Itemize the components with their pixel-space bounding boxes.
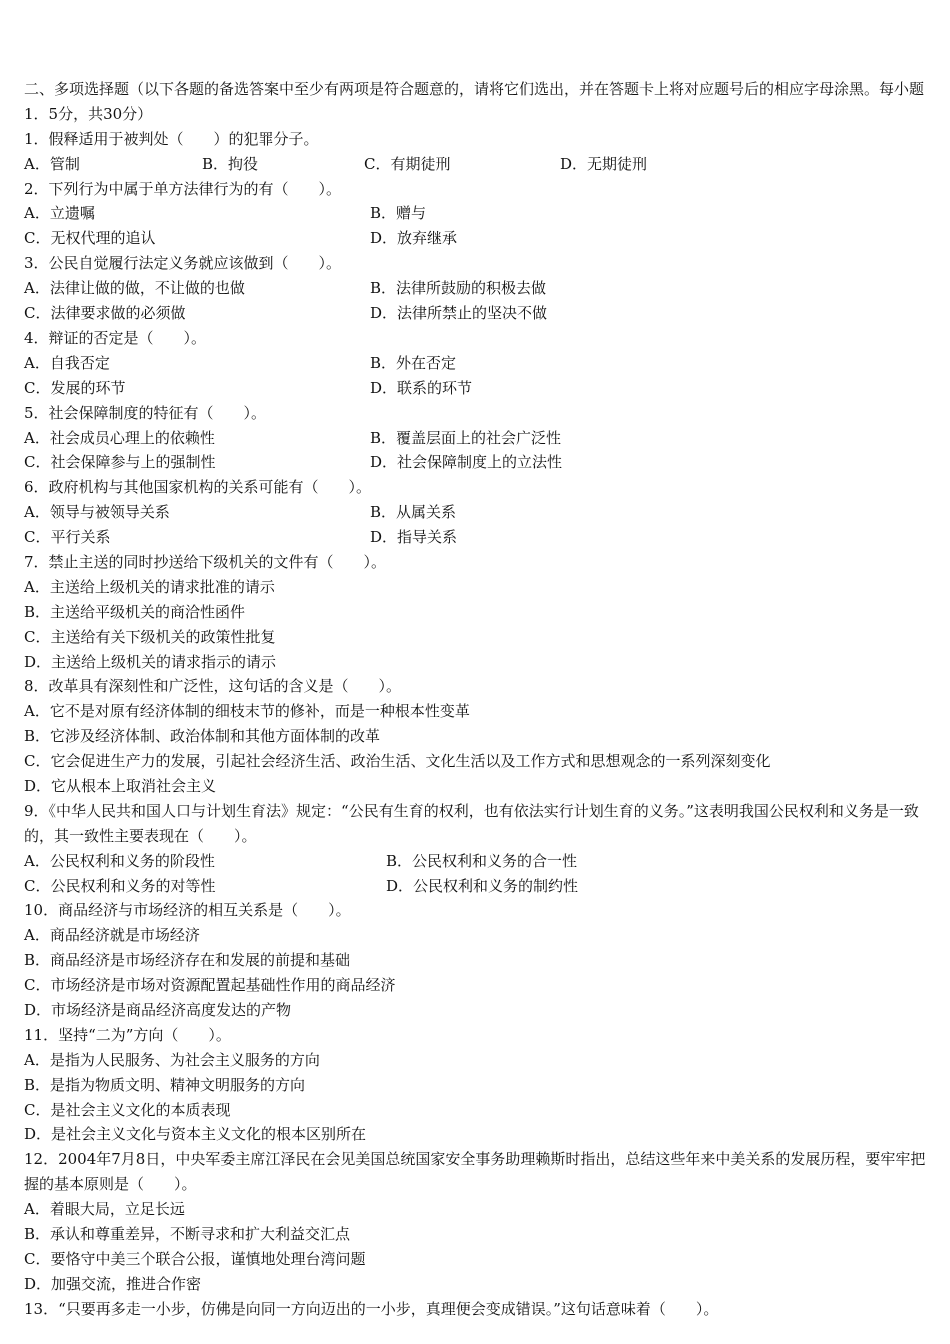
option-c: C．平行关系: [24, 528, 111, 547]
option-b: B．公民权利和义务的合一性: [386, 851, 578, 870]
option-row: [24, 301, 930, 326]
option-row: [24, 226, 930, 251]
option-d: D．法律所禁止的坚决不做: [370, 304, 548, 323]
question-stem: 5．社会保障制度的特征有（ ）。: [24, 403, 267, 422]
option-row: [24, 351, 930, 376]
option-a: A．自我否定: [24, 353, 110, 372]
option-b: B．拘役: [202, 154, 259, 173]
option-c: C．发展的环节: [24, 378, 126, 397]
option-a: A．公民权利和义务的阶段性: [24, 851, 215, 870]
option-c: C．主送给有关下级机关的政策性批复: [24, 627, 276, 646]
option-d: D．市场经济是商品经济高度发达的产物: [24, 1001, 292, 1020]
section-heading: 二、多项选择题（以下各题的备选答案中至少有两项是符合题意的，请将它们选出，并在答题卡上将对应题号后的相应字母涂黑。每小题1．5分，共30分）: [24, 80, 925, 123]
question-stem: 3．公民自觉履行法定义务就应该做到（ ）。: [24, 254, 342, 273]
option-a: A．商品经济就是市场经济: [24, 926, 200, 945]
option-b: B．它涉及经济体制、政治体制和其他方面体制的改革: [24, 727, 381, 746]
option-b: B．承认和尊重差异，不断寻求和扩大利益交汇点: [24, 1225, 351, 1244]
option-c: C．要恪守中美三个联合公报，谨慎地处理台湾问题: [24, 1249, 366, 1268]
option-d: D．是社会主义文化与资本主义文化的根本区别所在: [24, 1125, 367, 1144]
option-b: B．从属关系: [370, 503, 457, 522]
question-stem: 9．《中华人民共和国人口与计划生育法》规定：“公民有生育的权利，也有依法实行计划生育的义务。”这表明我国公民权利和义务是一致的，其一致性主要表现在（ ）。: [24, 801, 919, 845]
option-d: D．放弃继承: [370, 229, 458, 248]
question-stem: 11．坚持“二为”方向（ ）。: [24, 1025, 231, 1044]
option-c: C．有期徒刑: [364, 154, 451, 173]
option-row: [24, 276, 930, 301]
option-d: D．它从根本上取消社会主义: [24, 776, 217, 795]
option-row: [24, 376, 930, 401]
option-b: B．是指为物质文明、精神文明服务的方向: [24, 1075, 306, 1094]
option-b: B．外在否定: [370, 353, 457, 372]
option-row: [24, 201, 930, 226]
option-d: D．公民权利和义务的制约性: [386, 876, 579, 895]
question-stem: 13．“只要再多走一小步，仿佛是向同一方向迈出的一小步，真理便会变成错误。”这句话意味着（ ）。: [24, 1299, 719, 1318]
question-stem: 2．下列行为中属于单方法律行为的有（ ）。: [24, 179, 342, 198]
option-c: C．法律要求做的必须做: [24, 304, 186, 323]
option-d: D．联系的环节: [370, 378, 473, 397]
option-row: [24, 152, 930, 177]
option-a: A．主送给上级机关的请求批准的请示: [24, 577, 275, 596]
question-stem: 12．2004年7月8日，中央军委主席江泽民在会见美国总统国家安全事务助理赖斯时指出，总结这些年来中美关系的发展历程，要牢牢把握的基本原则是（ ）。: [24, 1150, 926, 1194]
exam-page: [24, 77, 930, 1322]
option-a: A．是指为人民服务、为社会主义服务的方向: [24, 1050, 320, 1069]
option-a: A．着眼大局，立足长远: [24, 1200, 185, 1219]
option-a: A．立遗嘱: [24, 204, 95, 223]
option-b: B．法律所鼓励的积极去做: [370, 279, 547, 298]
question-stem: 1．假释适用于被判处（ ）的犯罪分子。: [24, 129, 319, 148]
option-b: B．覆盖层面上的社会广泛性: [370, 428, 562, 447]
option-b: B．商品经济是市场经济存在和发展的前提和基础: [24, 951, 351, 970]
question-stem: 7．禁止主送的同时抄送给下级机关的文件有（ ）。: [24, 552, 387, 571]
option-c: C．是社会主义文化的本质表现: [24, 1100, 231, 1119]
option-row: [24, 450, 930, 475]
option-c: C．无权代理的追认: [24, 229, 156, 248]
option-c: C．社会保障参与上的强制性: [24, 453, 216, 472]
question-stem: 8．改革具有深刻性和广泛性，这句话的含义是（ ）。: [24, 677, 402, 696]
option-row: [24, 849, 930, 874]
option-a: A．法律让做的做，不让做的也做: [24, 279, 245, 298]
option-d: D．社会保障制度上的立法性: [370, 453, 563, 472]
question-stem: 6．政府机构与其他国家机构的关系可能有（ ）。: [24, 478, 372, 497]
option-d: D．加强交流，推进合作密: [24, 1274, 202, 1293]
option-d: D．无期徒刑: [560, 154, 648, 173]
option-d: D．主送给上级机关的请求指示的请示: [24, 652, 277, 671]
option-row: [24, 500, 930, 525]
question-stem: 10．商品经济与市场经济的相互关系是（ ）。: [24, 901, 351, 920]
option-c: C．市场经济是市场对资源配置起基础性作用的商品经济: [24, 976, 396, 995]
option-d: D．指导关系: [370, 528, 458, 547]
question-stem: 4．辩证的否定是（ ）。: [24, 328, 207, 347]
option-row: [24, 426, 930, 451]
option-row: [24, 874, 930, 899]
option-c: C．它会促进生产力的发展，引起社会经济生活、政治生活、文化生活以及工作方式和思想观念的一系列深刻变化: [24, 752, 771, 771]
option-a: A．管制: [24, 154, 80, 173]
option-b: B．主送给平级机关的商洽性函件: [24, 602, 246, 621]
option-a: A．领导与被领导关系: [24, 503, 170, 522]
option-c: C．公民权利和义务的对等性: [24, 876, 216, 895]
option-a: A．社会成员心理上的依赖性: [24, 428, 215, 447]
option-row: [24, 525, 930, 550]
option-b: B．赠与: [370, 204, 427, 223]
option-a: A．它不是对原有经济体制的细枝末节的修补，而是一种根本性变革: [24, 702, 470, 721]
